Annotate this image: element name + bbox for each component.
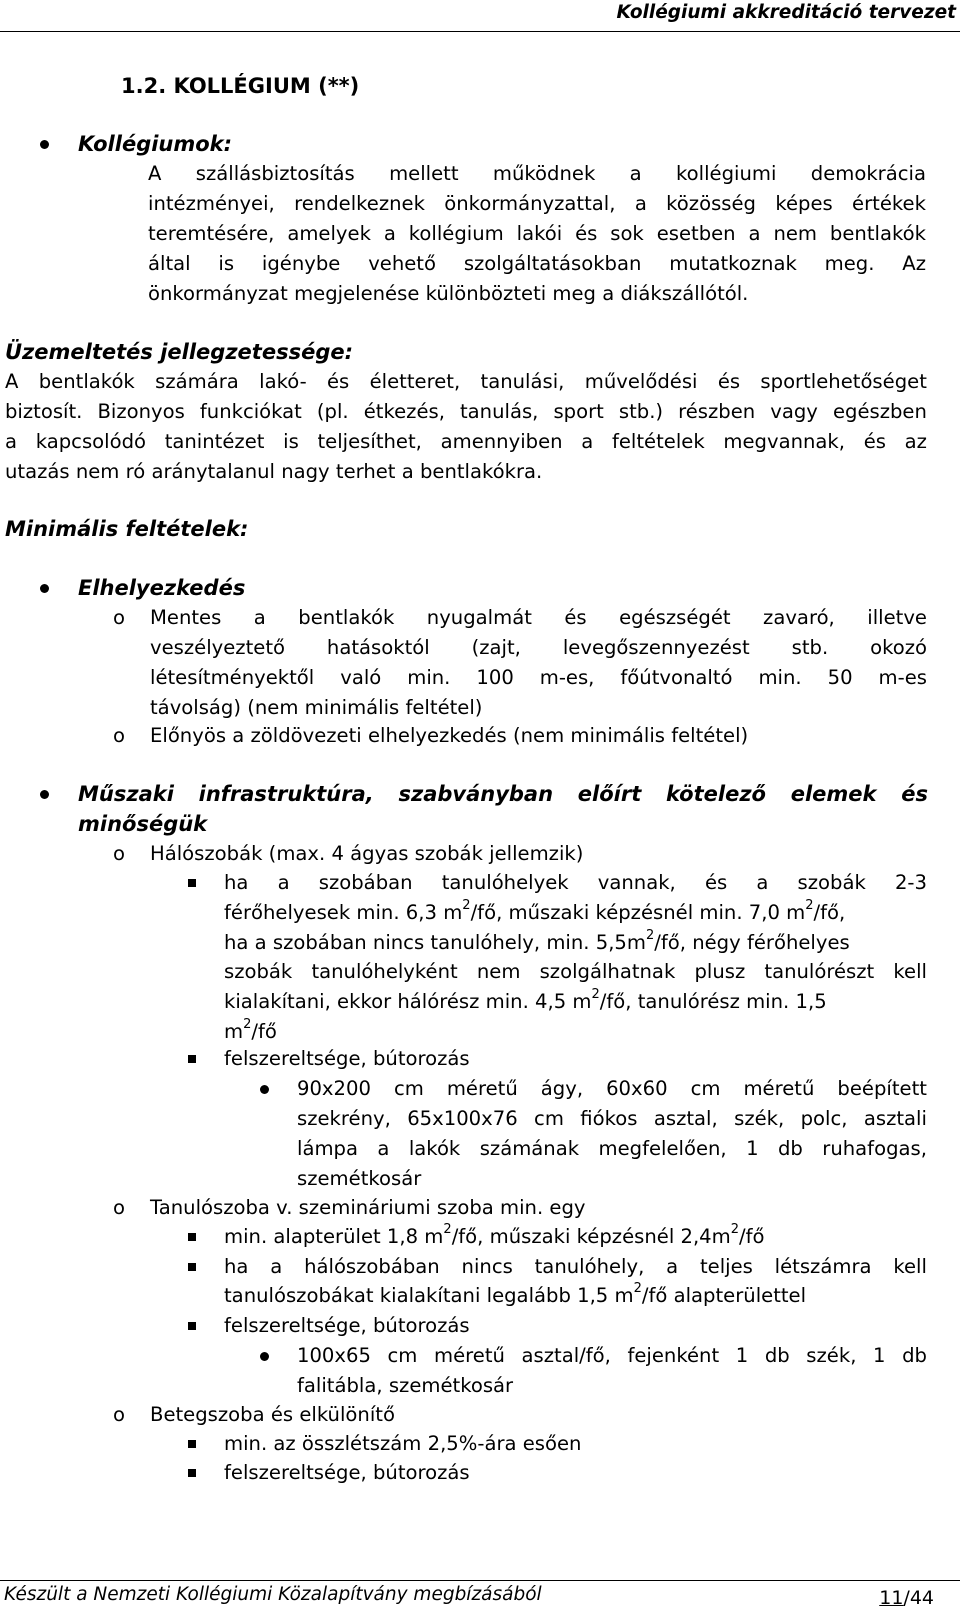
paragraph-line: veszélyeztető hatásoktól (zajt, levegőszennyezést stb. okozó bbox=[150, 636, 927, 659]
muszaki-heading-line2: minőségük bbox=[78, 812, 208, 836]
paragraph-line: intézményei, rendelkeznek önkormányzattal, a közösség képes értékek bbox=[148, 192, 926, 215]
paragraph-line: által is igénybe vehető szolgáltatásokban mutatkoznak meg. Az bbox=[148, 252, 926, 275]
muszaki-heading-line1: Műszaki infrastruktúra, szabványban előírt kötelező elemek és bbox=[78, 782, 928, 806]
bullet-dot bbox=[40, 584, 49, 593]
paragraph-line: önkormányzat megjelenése különbözteti meg a diákszállótól. bbox=[148, 282, 749, 305]
paragraph-line: Mentes a bentlakók nyugalmát és egészségét zavaró, illetve bbox=[150, 606, 927, 629]
square-bullet bbox=[188, 1055, 196, 1063]
halo-sub1-l2: férőhelyesek min. 6,3 $m^2/fő$, műszaki képzésnél min. 7,0 $m^2/fő$, bbox=[224, 898, 846, 924]
o-bullet: o bbox=[113, 1403, 125, 1426]
paragraph-line: utazás nem ró aránytalanul nagy terhet a bentlakókra. bbox=[5, 460, 543, 483]
section-title: 1.2. KOLLÉGIUM (**) bbox=[121, 74, 360, 98]
paragraph-line: szekrény, 65x100x76 cm fiókos asztal, szék, polc, asztali bbox=[297, 1107, 927, 1130]
o-bullet: o bbox=[113, 842, 125, 865]
halo-sub1-l3: ha a szobában nincs tanulóhely, min. $5,5m^2/fő$, négy férőhelyes bbox=[224, 928, 850, 954]
paragraph-line: A bentlakók számára lakó- és életteret, tanulási, művelődési és sportlehetőséget bbox=[5, 370, 927, 393]
tanulo-sub2-l1: ha a hálószobában nincs tanulóhely, a teljes létszámra kell bbox=[224, 1255, 927, 1278]
elhelyezkedes-item2: Előnyös a zöldövezeti elhelyezkedés (nem minimális feltétel) bbox=[150, 724, 749, 747]
halo-sub1-l5: kialakítani, ekkor hálórész min. 4,5 $m^2/fő$, tanulórész min. 1,5 bbox=[224, 987, 827, 1013]
paragraph-line: szemétkosár bbox=[297, 1167, 422, 1190]
paragraph-line: lámpa a lakók számának megfelelően, 1 db ruhafogas, bbox=[297, 1137, 927, 1160]
halo-sub2: felszereltsége, bútorozás bbox=[224, 1047, 470, 1070]
tanulo-furniture-l2: falitábla, szemétkosár bbox=[297, 1374, 514, 1397]
bullet-dot bbox=[260, 1085, 269, 1094]
square-bullet bbox=[188, 879, 196, 887]
o-bullet: o bbox=[113, 724, 125, 747]
minimalis-heading: Minimális feltételek: bbox=[5, 517, 249, 541]
square-bullet bbox=[188, 1263, 196, 1271]
paragraph-line: 90x200 cm méretű ágy, 60x60 cm méretű beépített bbox=[297, 1077, 927, 1100]
bullet-dot bbox=[40, 790, 49, 799]
halo-sub1-l4: szobák tanulóhelyként nem szolgálhatnak plusz tanulórészt kell bbox=[224, 960, 927, 983]
square-bullet bbox=[188, 1322, 196, 1330]
page-footer bbox=[0, 1580, 960, 1612]
paragraph-line: teremtésére, amelyek a kollégium lakói és sok esetben a nem bentlakók bbox=[148, 222, 926, 245]
page-header bbox=[0, 0, 960, 32]
tanulo-sub2-l2: tanulószobákat kialakítani legalább 1,5 $m^2/fő$ alapterülettel bbox=[224, 1281, 807, 1307]
o-bullet: o bbox=[113, 1196, 125, 1219]
bullet-dot bbox=[260, 1352, 269, 1361]
elhelyezkedes-heading: Elhelyezkedés bbox=[78, 576, 246, 600]
tanulo-title: Tanulószoba v. szemináriumi szoba min. egy bbox=[150, 1196, 586, 1219]
page-number: 11/44 bbox=[879, 1587, 934, 1609]
beteg-sub2: felszereltsége, bútorozás bbox=[224, 1461, 470, 1484]
paragraph-line: a kapcsolódó tanintézet is teljesíthet, amennyiben a feltételek megvannak, és az bbox=[5, 430, 927, 453]
footer-text: Készült a Nemzeti Kollégiumi Közalapítvány megbízásából bbox=[4, 1584, 542, 1605]
tanulo-sub1: min. alapterület 1,8 $m^2/fő$, műszaki képzésnél $2,4m^2/fő$ bbox=[224, 1222, 765, 1248]
o-bullet: o bbox=[113, 606, 125, 629]
header-title: Kollégiumi akkreditáció tervezet bbox=[616, 2, 956, 23]
bullet-dot bbox=[40, 140, 49, 149]
square-bullet bbox=[188, 1469, 196, 1477]
paragraph-line: A szállásbiztosítás mellett működnek a kollégiumi demokrácia bbox=[148, 162, 926, 185]
halo-sub1-l1: ha a szobában tanulóhelyek vannak, és a szobák 2-3 bbox=[224, 871, 927, 894]
beteg-sub1: min. az összlétszám 2,5%-ára esően bbox=[224, 1432, 582, 1455]
halo-title: Hálószobák (max. 4 ágyas szobák jellemzik) bbox=[150, 842, 584, 865]
halo-sub1-l6: $m^2/fő$ bbox=[224, 1017, 277, 1043]
paragraph-line: távolság) (nem minimális feltétel) bbox=[150, 696, 483, 719]
beteg-title: Betegszoba és elkülönítő bbox=[150, 1403, 395, 1426]
kollegiumok-heading: Kollégiumok: bbox=[78, 132, 233, 156]
tanulo-sub3: felszereltsége, bútorozás bbox=[224, 1314, 470, 1337]
paragraph-line: biztosít. Bizonyos funkciókat (pl. étkezés, tanulás, sport stb.) részben vagy egészben bbox=[5, 400, 927, 423]
square-bullet bbox=[188, 1233, 196, 1241]
tanulo-furniture-l1: 100x65 cm méretű asztal/fő, fejenként 1 db szék, 1 db bbox=[297, 1344, 927, 1367]
paragraph-line: létesítményektől való min. 100 m-es, főútvonaltó min. 50 m-es bbox=[150, 666, 927, 689]
square-bullet bbox=[188, 1440, 196, 1448]
uzemeltetes-heading: Üzemeltetés jellegzetessége: bbox=[5, 340, 353, 364]
